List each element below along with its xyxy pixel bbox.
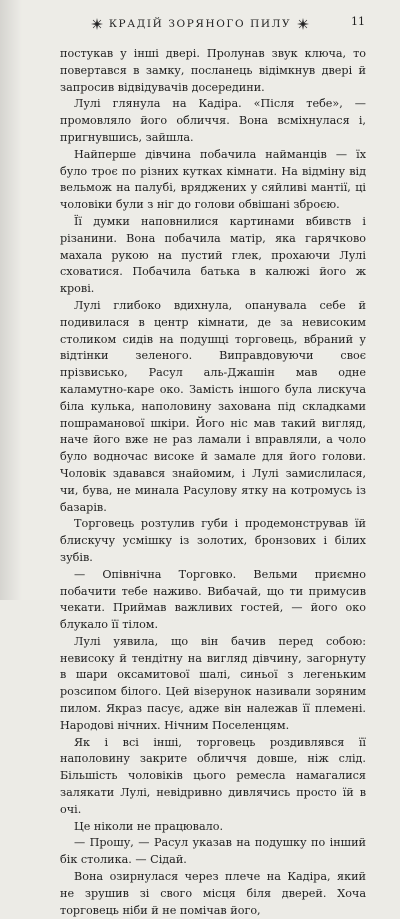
paragraph: Вона озирнулася через плече на Кадіра, який не зрушив зі свого місця біля дверей. Хоча торговець ніби й не помічав його, [60, 870, 366, 917]
paragraph: Лулі уявила, що він бачив перед собою: невисоку й тендітну на вигляд дівчину, загорнуту в шари оксамитової шалі, синьої з легеньким розсипом білого. Цей візерунок називали зоряним пилом. Якраз пасує, адже він належав її племені. Народові нічних. Нічним Поселенцям. [60, 634, 366, 732]
paragraph: Її думки наповнилися картинами вбивств і різанини. Вона побачила матір, яка гарячково махала рукою на пустий глек, прохаючи Лулі сховатися. Побачила батька в калюжі його ж крові. [60, 214, 366, 296]
star-ornament-icon [91, 18, 103, 30]
paragraph: постукав у інші двері. Пролунав звук ключа, то повертався в замку, посланець відімкнув двері й запросив відвідувачів досередини. [60, 47, 366, 94]
page-number: 11 [351, 15, 365, 28]
gutter-shadow [0, 0, 22, 600]
paragraph: Лулі глибоко вдихнула, опанувала себе й подивилася в центр кімнати, де за невисоким столиком сидів на подушці торговець, вбраний у відтінки зеленого. Виправдовуючи своє прізвисько, Расул аль-Джашін мав одне каламутно-каре око. Замість іншого була лискуча біла кулька, наполовину захована під складками пошраманової шкіри. Його ніс мав такий вигляд, наче його вже не раз ламали і вправляли, а чоло було водночас високе й замале для його голови. Чоловік здавався знайомим, і Лулі замислилася, чи, бува, не минала Расулову ятку на котромусь із базарів. [60, 298, 366, 514]
paragraph: Лулі глянула на Кадіра. «Після тебе», — промовляло його обличчя. Вона всміхнулася і, пригнувшись, зайшла. [60, 97, 366, 144]
paragraph: Це ніколи не працювало. [74, 819, 224, 833]
star-ornament-icon [297, 18, 309, 30]
paragraph: Торговець розтулив губи і продемонстрував їй блискучу усмішку із золотих, бронзових і білих зубів. [60, 517, 366, 564]
book-title: КРАДІЙ ЗОРЯНОГО ПИЛУ [108, 18, 292, 30]
paragraph: — Опівнічна Торговко. Вельми приємно побачити тебе наживо. Вибачай, що ти примусив чекати. Приймав важливих гостей, — його око блукало її тілом. [60, 567, 366, 632]
body-text [60, 46, 366, 919]
paragraph: Як і всі інші, торговець роздивлявся її наполовину закрите обличчя довше, ніж слід. Більшість чоловіків цього ремесла намагалися залякати Лулі, невідривно дивлячись просто їй в очі. [60, 735, 366, 816]
paragraph: — Прошу, — Расул указав на подушку по інший бік столика. — Сідай. [60, 836, 366, 867]
paragraph: Найперше дівчина побачила найманців — їх було троє по різних кутках кімнати. На відміну від вельмож на палубі, вряджених у сяйливі мантії, ці чоловіки були з ніг до голови обвішані зброєю. [60, 147, 366, 212]
running-header [84, 14, 316, 34]
